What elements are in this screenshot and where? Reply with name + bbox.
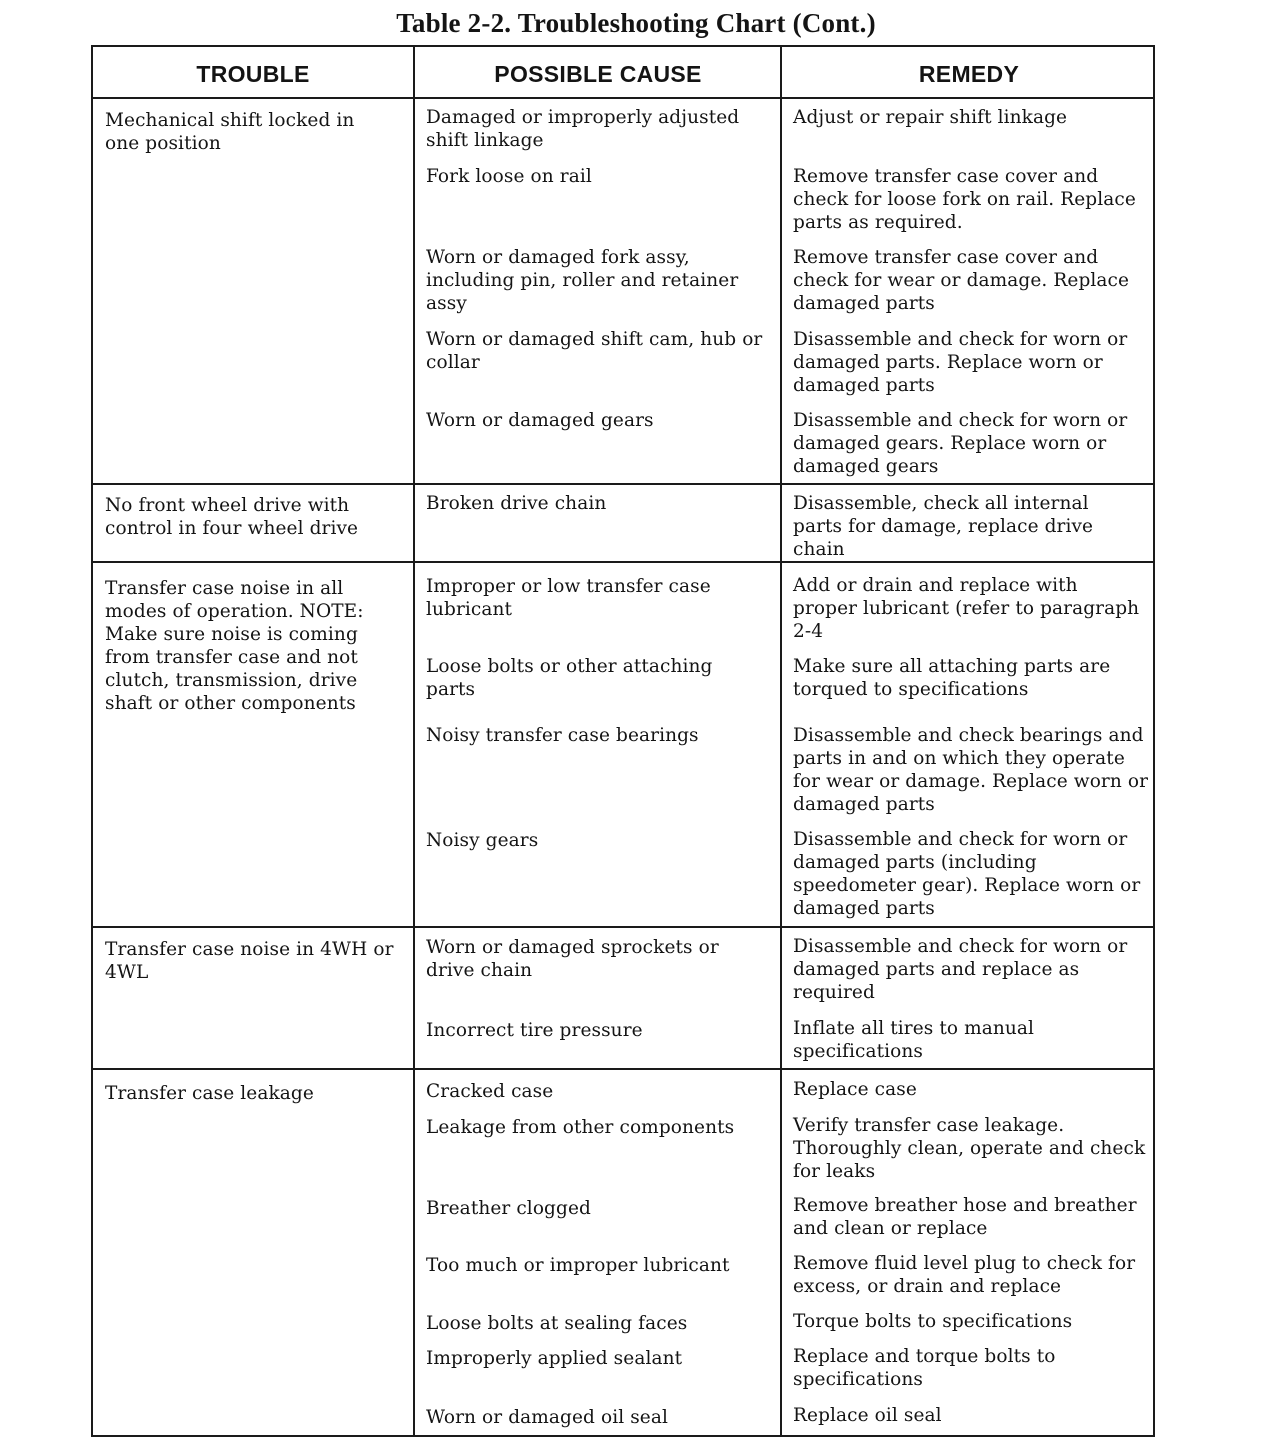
cause-cell: Broken drive chain bbox=[426, 493, 607, 514]
remedy-cell: Disassemble, check all internal parts for damage, replace drive chain bbox=[793, 493, 1094, 560]
cause-cell: Worn or damaged fork assy, including pin, roller and retainer assy bbox=[426, 247, 739, 314]
header-trouble: TROUBLE bbox=[196, 61, 310, 87]
remedy-cell: Replace case bbox=[793, 1079, 917, 1100]
cause-cell: Noisy transfer case bearings bbox=[426, 725, 699, 746]
remedy-cell: Inflate all tires to manual specifications bbox=[793, 1018, 1035, 1062]
trouble-cell: Transfer case leakage bbox=[105, 1083, 314, 1104]
cause-cell: Cracked case bbox=[426, 1081, 554, 1102]
column-divider bbox=[780, 47, 782, 1435]
troubleshooting-table bbox=[91, 45, 1155, 1437]
header-remedy: REMEDY bbox=[918, 61, 1020, 87]
remedy-cell: Remove fluid level plug to check for excess, or drain and replace bbox=[793, 1253, 1136, 1297]
cause-cell: Worn or damaged oil seal bbox=[426, 1407, 668, 1428]
cause-cell: Worn or damaged gears bbox=[426, 410, 654, 431]
table-header bbox=[93, 47, 1153, 99]
trouble-cell: Transfer case noise in all modes of operation. NOTE: Make sure noise is coming from transfer case and not clutch, transmission, drive shaft or other components bbox=[105, 578, 364, 714]
remedy-cell: Disassemble and check for worn or damaged gears. Replace worn or damaged gears bbox=[793, 410, 1128, 477]
cause-cell: Fork loose on rail bbox=[426, 166, 592, 187]
cause-cell: Worn or damaged shift cam, hub or collar bbox=[426, 329, 763, 373]
cause-cell: Breather clogged bbox=[426, 1198, 591, 1219]
cause-cell: Noisy gears bbox=[426, 830, 539, 851]
remedy-cell: Disassemble and check for worn or damaged parts (including speedometer gear). Replace worn or damaged parts bbox=[793, 829, 1141, 919]
cause-cell: Incorrect tire pressure bbox=[426, 1020, 643, 1041]
remedy-cell: Make sure all attaching parts are torqued to specifications bbox=[793, 656, 1111, 700]
column-divider bbox=[413, 47, 415, 1435]
remedy-cell: Replace oil seal bbox=[793, 1405, 942, 1426]
cause-cell: Damaged or improperly adjusted shift linkage bbox=[426, 107, 740, 151]
remedy-cell: Verify transfer case leakage. Thoroughly clean, operate and check for leaks bbox=[793, 1115, 1146, 1182]
remedy-cell: Disassemble and check for worn or damaged parts and replace as required bbox=[793, 936, 1128, 1003]
row-divider bbox=[93, 561, 1153, 563]
row-divider bbox=[93, 1068, 1153, 1070]
remedy-cell: Remove transfer case cover and check for wear or damage. Replace damaged parts bbox=[793, 247, 1130, 314]
remedy-cell: Disassemble and check for worn or damaged parts. Replace worn or damaged parts bbox=[793, 329, 1128, 396]
trouble-cell: Transfer case noise in 4WH or 4WL bbox=[105, 939, 394, 983]
cause-cell: Loose bolts or other attaching parts bbox=[426, 656, 713, 700]
remedy-cell: Disassemble and check bearings and parts in and on which they operate for wear or damage. Replace worn or damaged parts bbox=[793, 725, 1149, 815]
cause-cell: Worn or damaged sprockets or drive chain bbox=[426, 937, 719, 981]
remedy-cell: Torque bolts to specifications bbox=[793, 1311, 1073, 1332]
cause-cell: Leakage from other components bbox=[426, 1117, 735, 1138]
cause-cell: Loose bolts at sealing faces bbox=[426, 1313, 688, 1334]
row-divider bbox=[93, 926, 1153, 928]
header-possible-cause: POSSIBLE CAUSE bbox=[494, 61, 702, 87]
remedy-cell: Adjust or repair shift linkage bbox=[793, 107, 1068, 128]
remedy-cell: Replace and torque bolts to specifications bbox=[793, 1346, 1056, 1390]
remedy-cell: Add or drain and replace with proper lubricant (refer to paragraph 2-4 bbox=[793, 575, 1140, 642]
remedy-cell: Remove breather hose and breather and clean or replace bbox=[793, 1195, 1137, 1239]
cause-cell: Too much or improper lubricant bbox=[426, 1255, 730, 1276]
trouble-cell: Mechanical shift locked in one position bbox=[105, 110, 355, 154]
cause-cell: Improper or low transfer case lubricant bbox=[426, 576, 711, 620]
remedy-cell: Remove transfer case cover and check for loose fork on rail. Replace parts as required. bbox=[793, 166, 1136, 233]
table-title: Table 2-2. Troubleshooting Chart (Cont.) bbox=[396, 8, 876, 38]
row-divider bbox=[93, 483, 1153, 485]
trouble-cell: No front wheel drive with control in four wheel drive bbox=[105, 495, 359, 539]
cause-cell: Improperly applied sealant bbox=[426, 1348, 683, 1369]
